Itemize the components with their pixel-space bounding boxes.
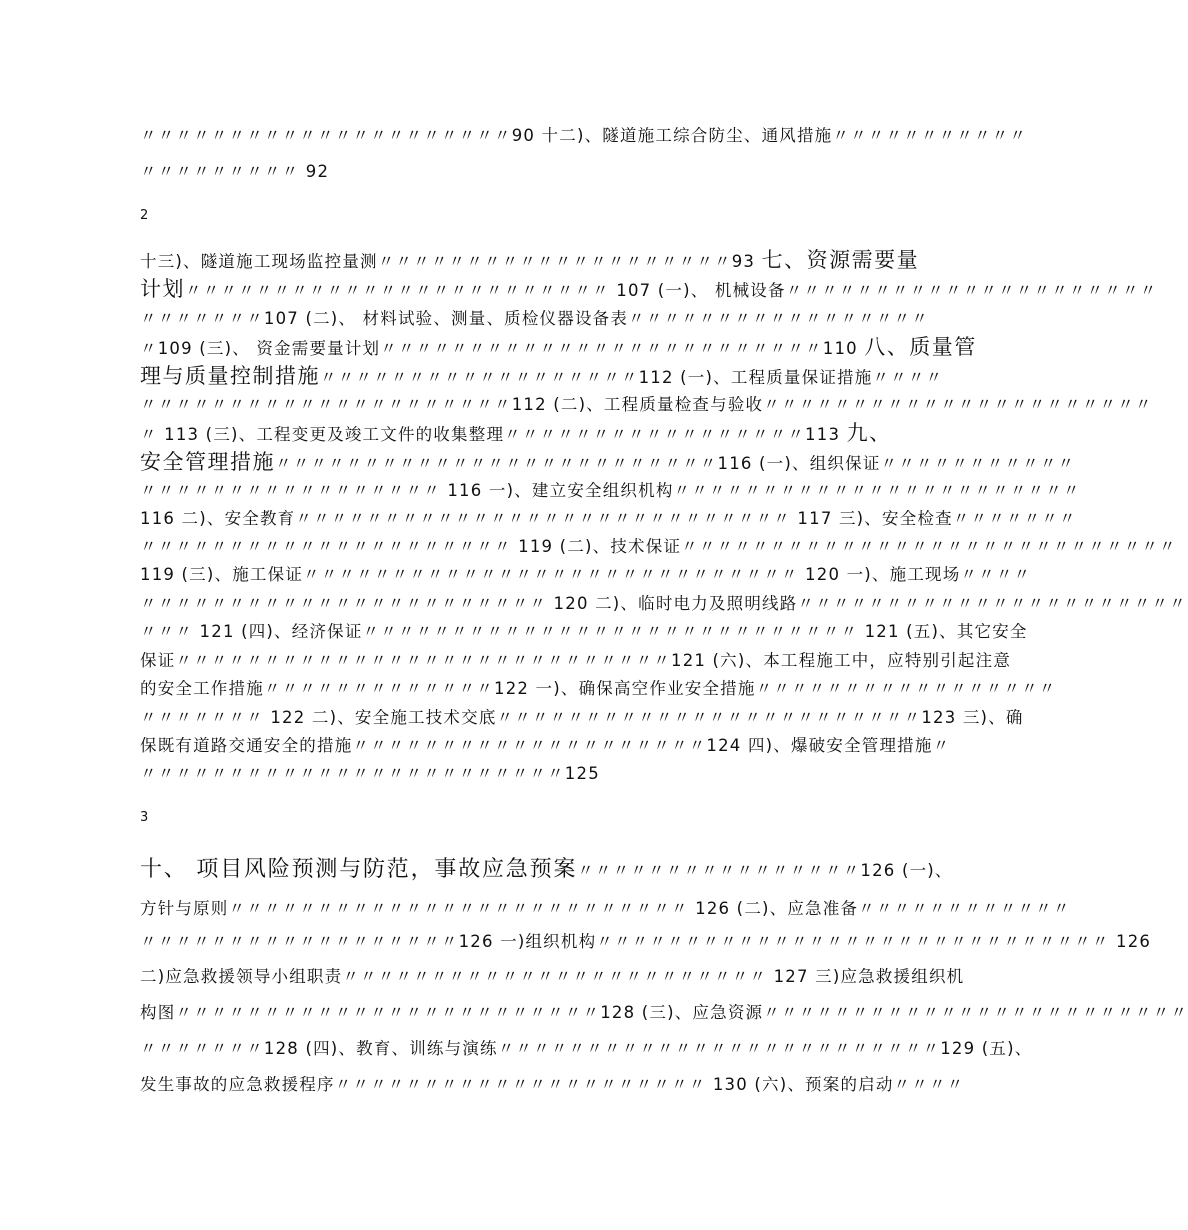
toc-line: 〃〃〃〃〃〃〃〃〃〃〃〃〃〃〃〃〃〃〃〃〃 119 (二)、技术保证〃〃〃〃〃〃〃〃〃〃〃〃〃〃〃〃〃〃〃〃〃〃〃〃〃〃〃〃 bbox=[140, 537, 1177, 556]
chapter-heading: 理与质量控制措施 bbox=[140, 364, 320, 388]
toc-line: 〃〃〃〃〃〃〃〃〃〃〃〃〃〃〃〃〃〃〃〃〃〃〃〃125 bbox=[140, 764, 600, 783]
toc-line bbox=[140, 277, 1158, 303]
toc-line bbox=[140, 248, 920, 274]
toc-line: 〃〃〃〃〃〃〃〃〃〃〃〃〃〃〃〃〃〃〃〃〃112 (二)、工程质量检查与验收〃〃〃〃〃〃〃〃〃〃〃〃〃〃〃〃〃〃〃〃〃〃 bbox=[140, 395, 1153, 414]
toc-line: 〃〃〃〃〃〃〃〃〃 92 bbox=[140, 162, 330, 181]
toc-line: 〃〃〃〃〃〃〃 122 二)、安全施工技术交底〃〃〃〃〃〃〃〃〃〃〃〃〃〃〃〃〃〃〃〃〃〃〃〃123 三)、确 bbox=[140, 708, 1024, 727]
toc-line: 116 二)、安全教育〃〃〃〃〃〃〃〃〃〃〃〃〃〃〃〃〃〃〃〃〃〃〃〃〃〃〃〃 117 三)、安全检查〃〃〃〃〃〃〃 bbox=[140, 509, 1077, 528]
chapter-heading: 八、质量管 bbox=[864, 335, 977, 359]
toc-line: 方针与原则〃〃〃〃〃〃〃〃〃〃〃〃〃〃〃〃〃〃〃〃〃〃〃〃〃〃 126 (二)、应急准备〃〃〃〃〃〃〃〃〃〃〃〃 bbox=[140, 899, 1071, 918]
toc-line bbox=[140, 335, 977, 361]
toc-line bbox=[140, 857, 953, 883]
chapter-heading: 十、 项目风险预测与防范，事故应急预案 bbox=[140, 857, 578, 882]
toc-line: 发生事故的应急救援程序〃〃〃〃〃〃〃〃〃〃〃〃〃〃〃〃〃〃〃〃〃 130 (六)、预案的启动〃〃〃〃 bbox=[140, 1075, 965, 1094]
toc-line: 保既有道路交通安全的措施〃〃〃〃〃〃〃〃〃〃〃〃〃〃〃〃〃〃〃〃124 四)、爆破安全管理措施〃 bbox=[140, 736, 951, 755]
toc-line bbox=[140, 421, 892, 447]
toc-entry-text: 〃〃〃〃〃〃〃〃〃〃〃〃〃〃〃〃〃〃〃〃〃〃〃〃〃116 (一)、组织保证〃〃〃〃〃〃〃〃〃〃〃 bbox=[275, 454, 1076, 473]
toc-line bbox=[140, 364, 944, 390]
toc-entry-text: 〃109 (三)、 资金需要量计划〃〃〃〃〃〃〃〃〃〃〃〃〃〃〃〃〃〃〃〃〃〃〃〃〃110 bbox=[140, 339, 865, 358]
toc-entry-text: 〃〃〃〃〃〃〃〃〃〃〃〃〃〃〃〃〃〃112 (一)、工程质量保证措施〃〃〃〃 bbox=[320, 368, 944, 387]
toc-line: 〃〃〃〃〃〃〃107 (二)、 材料试验、测量、质检仪器设备表〃〃〃〃〃〃〃〃〃〃〃〃〃〃〃〃〃 bbox=[140, 309, 929, 328]
page-number: 2 bbox=[140, 208, 149, 223]
toc-line: 〃〃〃 121 (四)、经济保证〃〃〃〃〃〃〃〃〃〃〃〃〃〃〃〃〃〃〃〃〃〃〃〃〃〃〃〃 121 (五)、其它安全 bbox=[140, 622, 1028, 641]
page-number: 3 bbox=[140, 810, 149, 825]
toc-line: 119 (三)、施工保证〃〃〃〃〃〃〃〃〃〃〃〃〃〃〃〃〃〃〃〃〃〃〃〃〃〃〃〃 120 一)、施工现场〃〃〃〃 bbox=[140, 565, 1032, 584]
toc-line: 二)应急救援领导小组职责〃〃〃〃〃〃〃〃〃〃〃〃〃〃〃〃〃〃〃〃〃〃〃〃 127 三)应急救援组织机 bbox=[140, 967, 965, 986]
toc-entry-text: 〃 113 (三)、工程变更及竣工文件的收集整理〃〃〃〃〃〃〃〃〃〃〃〃〃〃〃〃〃113 bbox=[140, 425, 847, 444]
chapter-heading: 计划 bbox=[140, 277, 185, 301]
chapter-heading: 安全管理措施 bbox=[140, 450, 275, 474]
toc-entry-text: 十三)、隧道施工现场监控量测〃〃〃〃〃〃〃〃〃〃〃〃〃〃〃〃〃〃〃〃93 bbox=[140, 252, 762, 271]
toc-line: 的安全工作措施〃〃〃〃〃〃〃〃〃〃〃〃〃122 一)、确保高空作业安全措施〃〃〃〃〃〃〃〃〃〃〃〃〃〃〃〃〃 bbox=[140, 679, 1057, 698]
chapter-heading: 七、资源需要量 bbox=[761, 248, 920, 272]
toc-entry-text: 〃〃〃〃〃〃〃〃〃〃〃〃〃〃〃〃〃〃〃〃〃〃〃〃 107 (一)、 机械设备〃〃〃〃〃〃〃〃〃〃〃〃〃〃〃〃〃〃〃〃〃 bbox=[185, 281, 1158, 300]
toc-line: 〃〃〃〃〃〃〃〃〃〃〃〃〃〃〃〃〃〃126 一)组织机构〃〃〃〃〃〃〃〃〃〃〃〃〃〃〃〃〃〃〃〃〃〃〃〃〃〃〃〃〃 126 bbox=[140, 932, 1152, 951]
toc-line: 〃〃〃〃〃〃〃128 (四)、教育、训练与演练〃〃〃〃〃〃〃〃〃〃〃〃〃〃〃〃〃〃〃〃〃〃〃〃〃129 (五)、 bbox=[140, 1039, 1033, 1058]
toc-line: 保证〃〃〃〃〃〃〃〃〃〃〃〃〃〃〃〃〃〃〃〃〃〃〃〃〃〃〃〃121 (六)、本工程施工中，应特别引起注意 bbox=[140, 651, 1012, 670]
toc-line: 构图〃〃〃〃〃〃〃〃〃〃〃〃〃〃〃〃〃〃〃〃〃〃〃〃128 (三)、应急资源〃〃〃〃〃〃〃〃〃〃〃〃〃〃〃〃〃〃〃〃〃〃〃〃 bbox=[140, 1003, 1188, 1022]
toc-line: 〃〃〃〃〃〃〃〃〃〃〃〃〃〃〃〃〃 116 一)、建立安全组织机构〃〃〃〃〃〃〃〃〃〃〃〃〃〃〃〃〃〃〃〃〃〃〃 bbox=[140, 481, 1081, 500]
toc-line: 〃〃〃〃〃〃〃〃〃〃〃〃〃〃〃〃〃〃〃〃〃〃〃 120 二)、临时电力及照明线路〃〃〃〃〃〃〃〃〃〃〃〃〃〃〃〃〃〃〃〃〃〃 bbox=[140, 594, 1187, 613]
toc-entry-text: 〃〃〃〃〃〃〃〃〃〃〃〃〃〃〃〃126 (一)、 bbox=[577, 861, 953, 880]
toc-line: 〃〃〃〃〃〃〃〃〃〃〃〃〃〃〃〃〃〃〃〃〃90 十二)、隧道施工综合防尘、通风措施〃〃〃〃〃〃〃〃〃〃〃 bbox=[140, 126, 1028, 145]
toc-line bbox=[140, 450, 1076, 476]
chapter-heading: 九、 bbox=[846, 421, 892, 445]
